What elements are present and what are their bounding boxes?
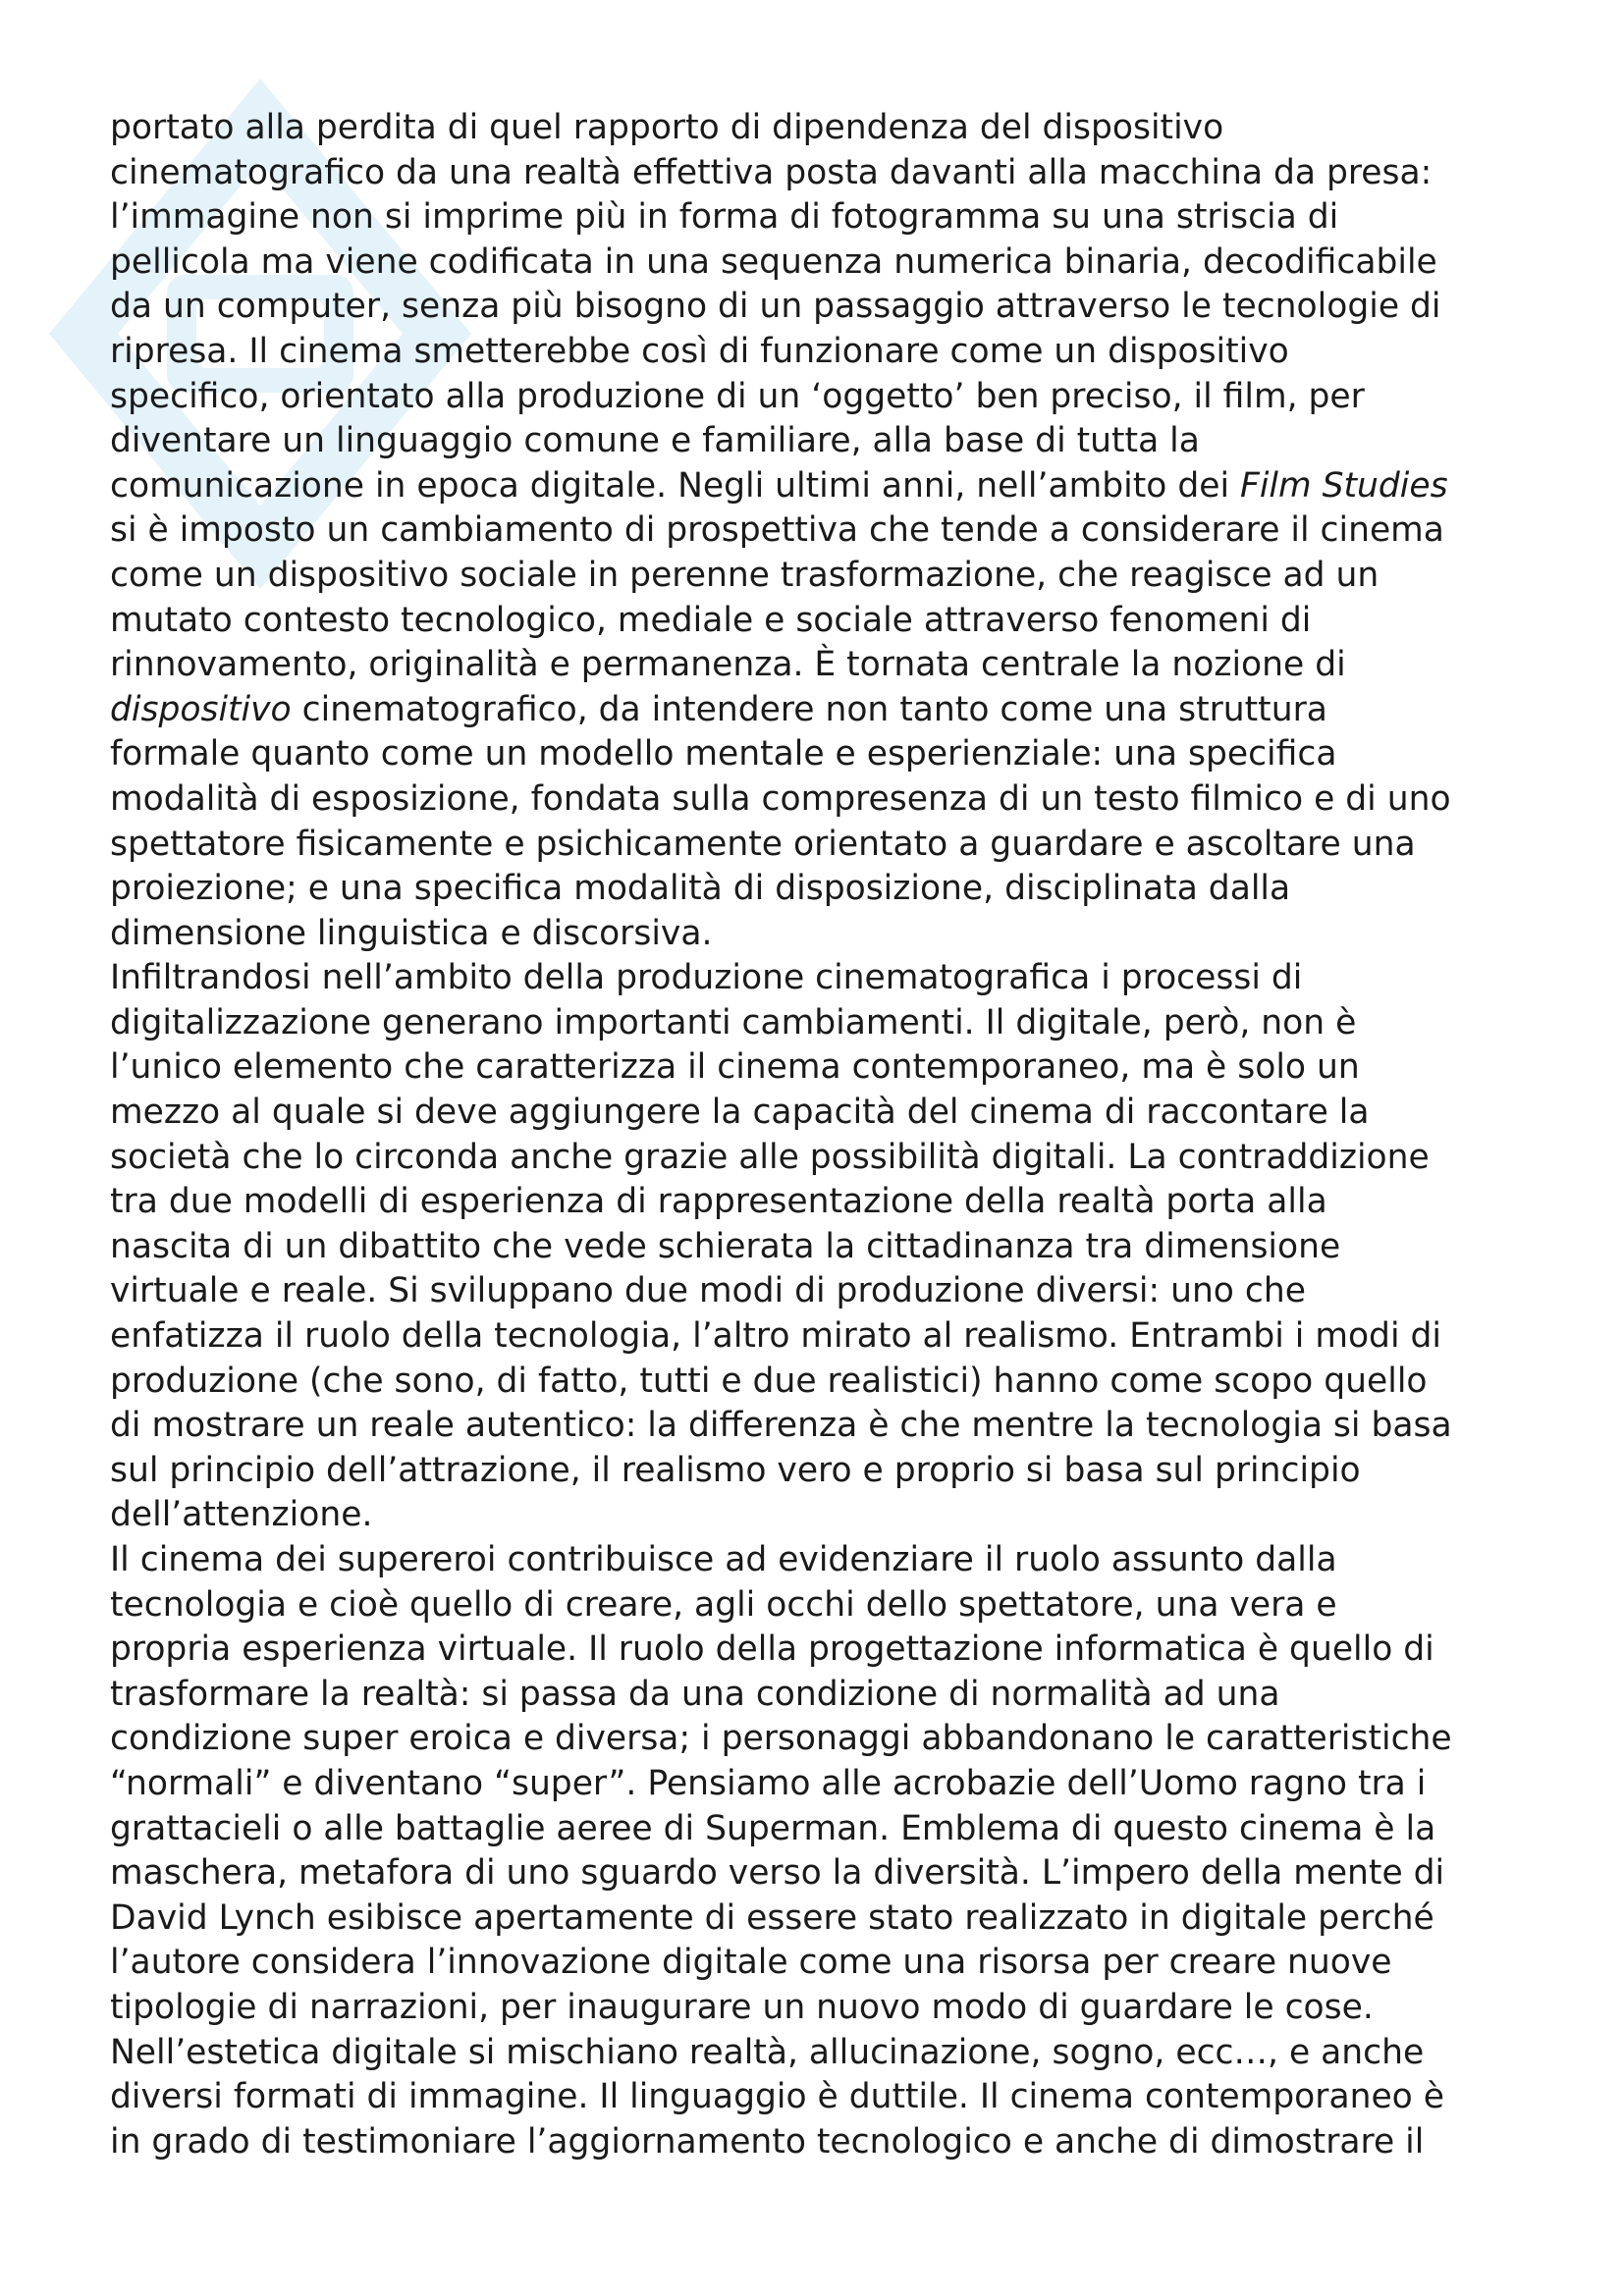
text-line: virtuale e reale. Si sviluppano due modi di produzione diversi: uno che [110, 1271, 1306, 1311]
italic-term: Film Studies [1240, 465, 1448, 506]
text-line: come un dispositivo sociale in perenne trasformazione, che reagisce ad un [110, 555, 1380, 595]
document-body [110, 106, 1524, 2164]
text-line: trasformare la realtà: si passa da una condizione di normalità ad una [110, 1674, 1280, 1714]
text-line: comunicazione in epoca digitale. Negli ultimi anni, nell’ambito dei Film Studies [110, 465, 1448, 506]
text-line: produzione (che sono, di fatto, tutti e due realistici) hanno come scopo quello [110, 1361, 1428, 1401]
text-line: rinnovamento, originalità e permanenza. È tornata centrale la nozione di [110, 645, 1346, 685]
text-line: da un computer, senza più bisogno di un passaggio attraverso le tecnologie di [110, 287, 1441, 327]
text-line: propria esperienza virtuale. Il ruolo della progettazione informatica è quello di [110, 1629, 1434, 1670]
text-line: grattacieli o alle battaglie aeree di Superman. Emblema di questo cinema è la [110, 1808, 1436, 1848]
text-line: l’immagine non si imprime più in forma di fotogramma su una striscia di [110, 197, 1339, 238]
text-line: spettatore fisicamente e psichicamente orientato a guardare e ascoltare una [110, 824, 1416, 864]
text-line: in grado di testimoniare l’aggiornamento tecnologico e anche di dimostrare il [110, 2121, 1425, 2162]
paragraph [110, 1538, 1524, 2164]
text-line: cinematografico da una realtà effettiva posta davanti alla macchina da presa: [110, 152, 1433, 192]
text-line: tra due modelli di esperienza di rappresentazione della realtà porta alla [110, 1182, 1327, 1222]
paragraph [110, 956, 1524, 1538]
text-line: dimensione linguistica e discorsiva. [110, 913, 713, 953]
text-line: enfatizza il ruolo della tecnologia, l’altro mirato al realismo. Entrambi i modi di [110, 1316, 1441, 1357]
text-line: pellicola ma viene codificata in una sequenza numerica binaria, decodificabile [110, 241, 1437, 282]
text-line: dispositivo cinematografico, da intendere non tanto come una struttura [110, 689, 1327, 729]
text-line: condizione super eroica e diversa; i personaggi abbandonano le caratteristiche [110, 1719, 1452, 1759]
text-line: tecnologia e cioè quello di creare, agli occhi dello spettatore, una vera e [110, 1584, 1337, 1625]
text-line: portato alla perdita di quel rapporto di dipendenza del dispositivo [110, 108, 1224, 147]
text-line: diversi formati di immagine. Il linguaggio è duttile. Il cinema contemporaneo è [110, 2077, 1444, 2117]
text-line: maschera, metafora di uno sguardo verso la diversità. L’impero della mente di [110, 1853, 1445, 1894]
text-line: Nell’estetica digitale si mischiano realtà, allucinazione, sogno, ecc…, e anche [110, 2032, 1425, 2072]
text-line: di mostrare un reale autentico: la differenza è che mentre la tecnologia si basa [110, 1406, 1452, 1446]
text-line: Il cinema dei supereroi contribuisce ad evidenziare il ruolo assunto dalla [110, 1540, 1337, 1579]
text-line: “normali” e diventano “super”. Pensiamo alle acrobazie dell’Uomo ragno tra i [110, 1763, 1427, 1803]
text-line: società che lo circonda anche grazie alle possibilità digitali. La contraddizione [110, 1137, 1430, 1177]
text-line: David Lynch esibisce apertamente di essere stato realizzato in digitale perché [110, 1897, 1434, 1938]
text-line: l’unico elemento che caratterizza il cinema contemporaneo, ma è solo un [110, 1047, 1360, 1088]
text-line: proiezione; e una specifica modalità di disposizione, disciplinata dalla [110, 869, 1291, 909]
text-line: specifico, orientato alla produzione di un ‘oggetto’ ben preciso, il film, per [110, 376, 1365, 416]
text-line: mutato contesto tecnologico, mediale e sociale attraverso fenomeni di [110, 600, 1312, 640]
text-line: ripresa. Il cinema smetterebbe così di funzionare come un dispositivo [110, 331, 1289, 371]
text-line: diventare un linguaggio comune e familiare, alla base di tutta la [110, 421, 1200, 461]
text-line: nascita di un dibattito che vede schierata la cittadinanza tra dimensione [110, 1226, 1341, 1266]
text-line: dell’attenzione. [110, 1495, 373, 1535]
text-line: digitalizzazione generano importanti cambiamenti. Il digitale, però, non è [110, 1002, 1357, 1042]
paragraph [110, 106, 1524, 956]
italic-term: dispositivo [110, 689, 292, 729]
text-line: Infiltrandosi nell’ambito della produzione cinematografica i processi di [110, 958, 1303, 998]
text-line: si è imposto un cambiamento di prospettiva che tende a considerare il cinema [110, 510, 1444, 551]
text-line: mezzo al quale si deve aggiungere la capacità del cinema di raccontare la [110, 1093, 1370, 1133]
text-line: sul principio dell’attrazione, il realismo vero e proprio si basa sul principio [110, 1450, 1361, 1490]
text-line: formale quanto come un modello mentale e esperienziale: una specifica [110, 734, 1337, 774]
text-line: l’autore considera l’innovazione digitale come una risorsa per creare nuove [110, 1943, 1392, 1983]
text-line: modalità di esposizione, fondata sulla compresenza di un testo filmico e di uno [110, 778, 1451, 819]
text-line: tipologie di narrazioni, per inaugurare un nuovo modo di guardare le cose. [110, 1987, 1374, 2027]
